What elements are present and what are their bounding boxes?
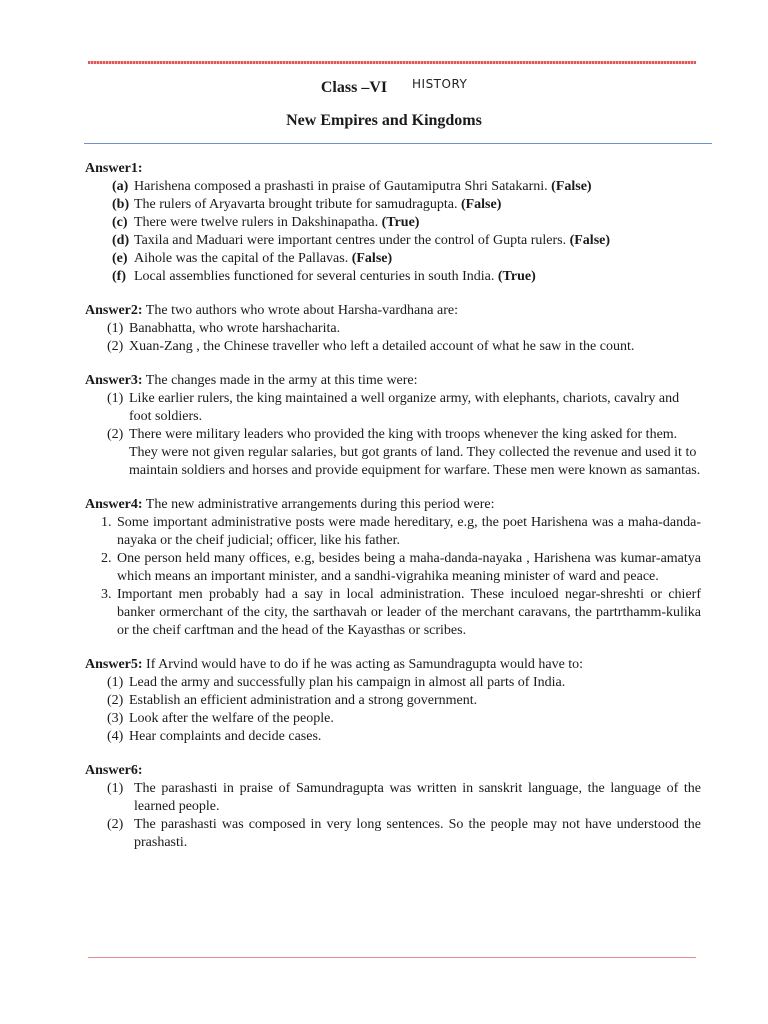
item-text: Some important administrative posts were made hereditary, e.g, the poet Harishena was a maha-danda-nayaka or the cheif judicial; officer, like his father. xyxy=(117,515,701,548)
verdict: (False) xyxy=(460,197,502,212)
list-item xyxy=(85,514,701,550)
item-text: Banabhatta, who wrote harshacharita. xyxy=(129,321,341,336)
item-marker: (c) xyxy=(112,215,128,230)
item-marker: (d) xyxy=(112,233,130,248)
list-item xyxy=(85,586,701,640)
list-item xyxy=(85,250,701,268)
item-marker: (4) xyxy=(107,729,124,744)
answer-heading: Answer6: xyxy=(85,763,143,778)
list-item xyxy=(85,674,701,692)
answer-intro xyxy=(85,496,701,514)
answer-4 xyxy=(85,496,701,640)
item-marker: (f) xyxy=(112,269,126,284)
item-marker: (2) xyxy=(107,339,124,354)
statement-text: There were twelve rulers in Dakshinapatha. xyxy=(134,215,379,230)
list-item xyxy=(85,728,701,746)
answer-6-list xyxy=(85,780,701,852)
item-text: One person held many offices, e.g, besides being a maha-danda-nayaka , Harishena was kumar-amatya which means an important minister, and a sandhi-vigrahika meaning minister of ward and peace. xyxy=(117,551,701,584)
list-item xyxy=(85,196,701,214)
list-item xyxy=(85,692,701,710)
intro-text: The two authors who wrote about Harsha-vardhana are: xyxy=(145,303,458,318)
answer-1 xyxy=(85,160,701,286)
answers-content xyxy=(85,160,701,868)
answer-1-list xyxy=(85,178,701,286)
item-text xyxy=(134,250,701,268)
statement-text: Taxila and Maduari were important centres under the control of Gupta rulers. xyxy=(134,233,567,248)
item-marker: 2. xyxy=(101,551,112,566)
subject-label: HISTORY xyxy=(412,77,468,91)
item-marker: (2) xyxy=(107,817,124,832)
verdict: (False) xyxy=(351,251,393,266)
answer-2-list xyxy=(85,320,701,356)
item-text: Like earlier rulers, the king maintained a well organize army, with elephants, chariots, cavalry and foot soldiers. xyxy=(129,391,680,424)
list-item xyxy=(85,214,701,232)
answer-heading: Answer4: xyxy=(85,497,143,512)
answer-heading: Answer1: xyxy=(85,161,143,176)
list-item xyxy=(85,320,701,338)
statement-text: Local assemblies functioned for several centuries in south India. xyxy=(134,269,495,284)
item-marker: (3) xyxy=(107,711,124,726)
verdict: (True) xyxy=(381,215,420,230)
item-text xyxy=(134,178,701,196)
list-item xyxy=(85,178,701,196)
list-item xyxy=(85,710,701,728)
page-title: Class –VI xyxy=(320,79,388,96)
item-text: Important men probably had a say in local administration. These inculoed negar-shreshti or chierf banker ormerchant of the city, the sarthavah or leader of the merchant caravans, the partrthamm-kulika or the cheif carftman and the head of the Kayasthas or scribes. xyxy=(117,587,701,638)
answer-4-list xyxy=(85,514,701,640)
title-row xyxy=(0,79,768,97)
statement-text: Harishena composed a prashasti in praise of Gautamiputra Shri Satakarni. xyxy=(134,179,548,194)
item-text: Establish an efficient administration and a strong government. xyxy=(129,693,478,708)
answer-3 xyxy=(85,372,701,480)
item-text: Hear complaints and decide cases. xyxy=(129,729,322,744)
item-marker: (1) xyxy=(107,781,124,796)
item-text: Xuan-Zang , the Chinese traveller who left a detailed account of what he saw in the count. xyxy=(129,339,635,354)
answer-2 xyxy=(85,302,701,356)
item-marker: (a) xyxy=(112,179,129,194)
top-divider xyxy=(88,61,696,64)
item-text: Look after the welfare of the people. xyxy=(129,711,334,726)
list-item xyxy=(85,338,701,356)
item-text xyxy=(134,232,701,250)
verdict: (False) xyxy=(551,179,592,194)
item-marker: (1) xyxy=(107,321,124,336)
item-marker: (2) xyxy=(107,693,124,708)
answer-5 xyxy=(85,656,701,746)
statement-text: The rulers of Aryavarta brought tribute for samudragupta. xyxy=(134,197,458,212)
chapter-title: New Empires and Kingdoms xyxy=(286,112,482,129)
list-item xyxy=(85,780,701,816)
item-marker: (2) xyxy=(107,427,124,442)
list-item xyxy=(85,426,701,480)
answer-intro xyxy=(85,656,701,674)
item-marker: (1) xyxy=(107,391,124,406)
item-marker: (b) xyxy=(112,197,130,212)
answer-heading: Answer2: xyxy=(85,303,143,318)
answer-intro xyxy=(85,302,701,320)
item-marker: (1) xyxy=(107,675,124,690)
item-text: Lead the army and successfully plan his campaign in almost all parts of India. xyxy=(129,675,566,690)
item-marker: (e) xyxy=(112,251,128,266)
answer-3-list xyxy=(85,390,701,480)
item-text: The parashasti in praise of Samundragupta was written in sanskrit language, the language of the learned people. xyxy=(134,781,701,814)
intro-text: The new administrative arrangements during this period were: xyxy=(145,497,495,512)
item-marker: 3. xyxy=(101,587,112,602)
list-item xyxy=(85,232,701,250)
answer-5-list xyxy=(85,674,701,746)
item-text xyxy=(134,268,701,286)
bottom-divider xyxy=(88,957,696,958)
verdict: (False) xyxy=(569,233,611,248)
answer-heading: Answer5: xyxy=(85,657,143,672)
list-item xyxy=(85,390,701,426)
answer-intro xyxy=(85,372,701,390)
item-marker: 1. xyxy=(101,515,112,530)
statement-text: Aihole was the capital of the Pallavas. xyxy=(134,251,349,266)
item-text xyxy=(134,196,701,214)
list-item xyxy=(85,816,701,852)
intro-text: If Arvind would have to do if he was acting as Samundragupta would have to: xyxy=(146,657,584,672)
item-text: The parashasti was composed in very long sentences. So the people may not have understood the prashasti. xyxy=(134,817,701,850)
answer-heading: Answer3: xyxy=(85,373,143,388)
item-text: There were military leaders who provided the king with troops whenever the king asked for them. They were not given regular salaries, but got grants of land. They collected the revenue and used it to maintain soldiers and horses and provide equipment for warfare. These men were known as samantas. xyxy=(129,427,701,478)
list-item xyxy=(85,268,701,286)
verdict: (True) xyxy=(497,269,536,284)
intro-text: The changes made in the army at this time were: xyxy=(145,373,418,388)
list-item xyxy=(85,550,701,586)
title-divider xyxy=(84,143,712,144)
answer-6 xyxy=(85,762,701,852)
item-text xyxy=(134,214,701,232)
